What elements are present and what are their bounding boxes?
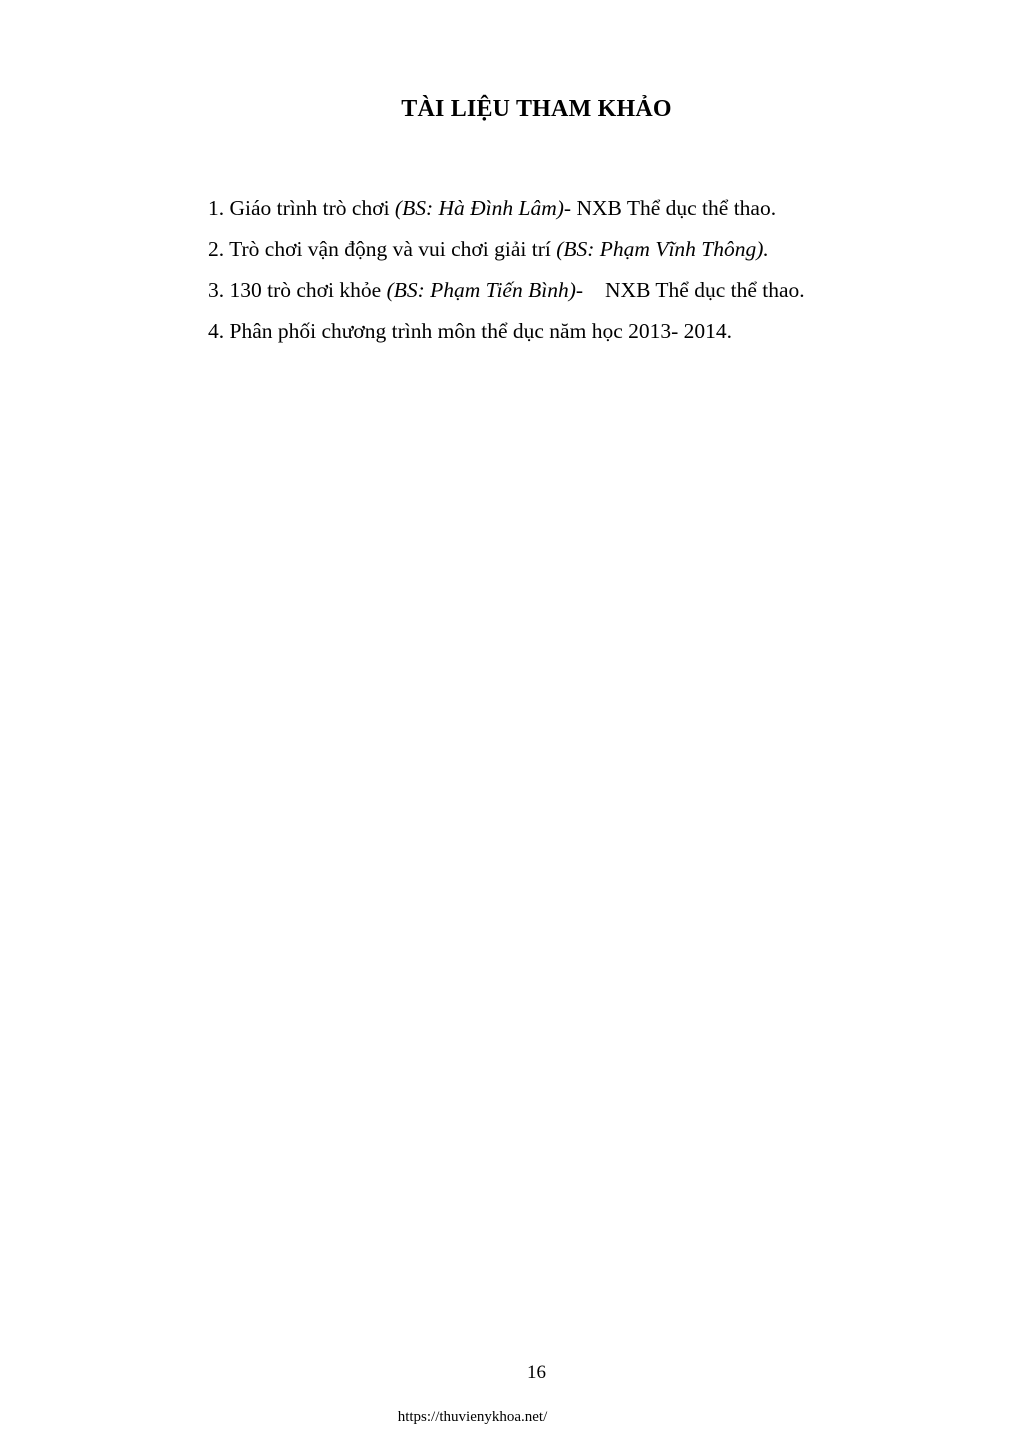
reference-title: 130 trò chơi khỏe (229, 278, 382, 302)
reference-title: Phân phối chương trình môn thể dục năm học 2013- 2014. (229, 319, 733, 343)
reference-publisher-dash: - (575, 278, 584, 302)
reference-list (208, 194, 968, 358)
reference-title: Giáo trình trò chơi (229, 196, 390, 220)
reference-item (208, 317, 968, 358)
reference-publisher: - NXB Thể dục thể thao. (563, 196, 777, 220)
reference-publisher: NXB Thể dục thể thao. (605, 278, 805, 302)
reference-item (208, 235, 968, 276)
reference-author: (BS: Phạm Vĩnh Thông). (556, 237, 769, 261)
reference-number: 4. (208, 319, 225, 343)
reference-number: 3. (208, 278, 225, 302)
reference-item (208, 194, 968, 235)
reference-author: (BS: Hà Đình Lâm) (394, 196, 564, 220)
reference-number: 1. (208, 196, 225, 220)
page-number: 16 (527, 1362, 546, 1383)
reference-item (208, 276, 968, 317)
footer-url[interactable]: https://thuvienykhoa.net/ (397, 1409, 548, 1425)
reference-number: 2. (208, 237, 225, 261)
reference-author: (BS: Phạm Tiến Bình) (386, 278, 576, 302)
reference-title: Trò chơi vận động và vui chơi giải trí (229, 237, 551, 261)
page-title: TÀI LIỆU THAM KHẢO (401, 96, 672, 122)
